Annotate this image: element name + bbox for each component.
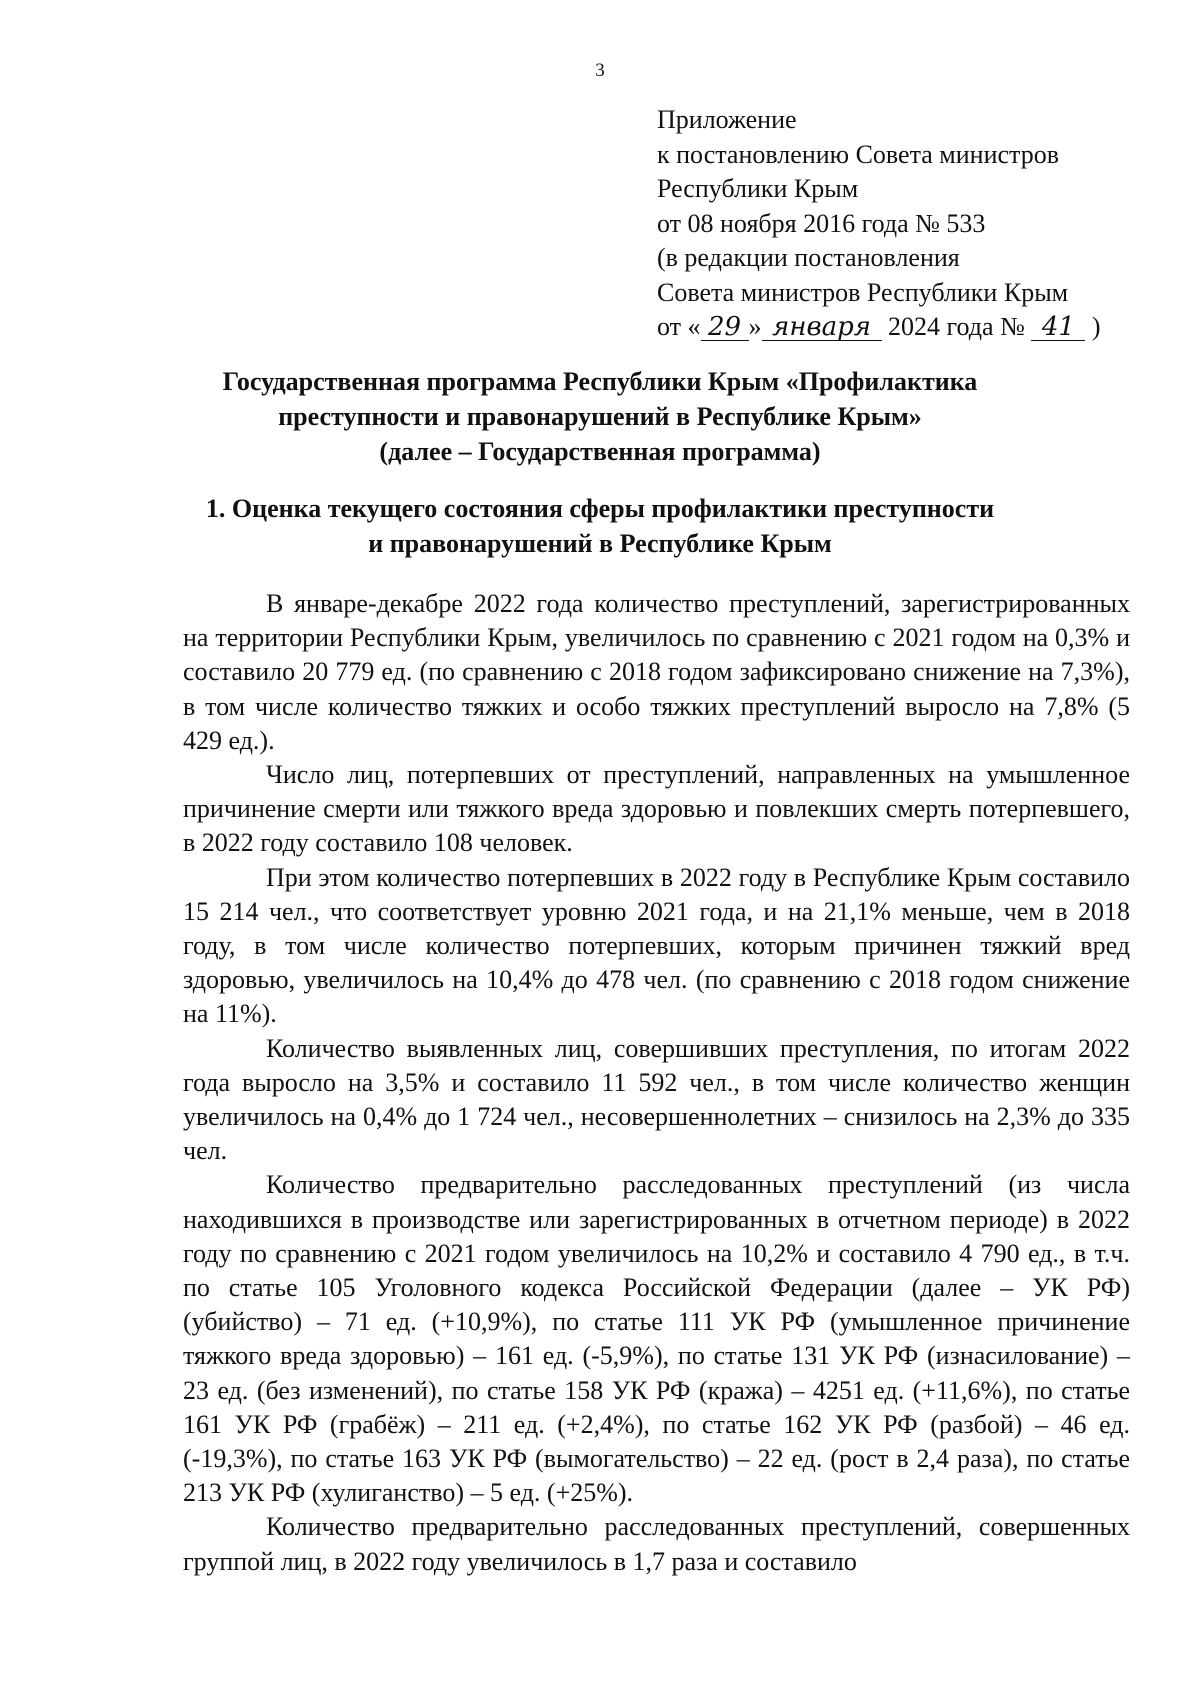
title-line: преступности и правонарушений в Республике Крым» <box>278 402 922 431</box>
appendix-line: Республики Крым <box>657 174 859 203</box>
paragraph: Количество предварительно расследованных преступлений, совершенных группой лиц, в 2022 году увеличилось в 1,7 раза и составило <box>183 1512 1130 1576</box>
section-heading <box>0 491 1200 561</box>
appendix-line: к постановлению Совета министров <box>657 139 1059 169</box>
paragraph: Количество предварительно расследованных преступлений (из числа находившихся в производстве или зарегистрированных в отчетном периоде) в 2022 году по сравнению с 2021 годом увеличилось на 10,2% и составило 4 790 ед., в т.ч. по статье 105 Уголовного кодекса Российской Федерации (далее – УК РФ) (убийство) – 71 ед. (+10,9%), по статье 111 УК РФ (умышленное причинение тяжкого вреда здоровью) – 161 ед. (-5,9%), по статье 131 УК РФ (изнасилование) – 23 ед. (без изменений), по статье 158 УК РФ (кража) – 4251 ед. (+11,6%), по статье 161 УК РФ (грабёж) – 211 ед. (+2,4%), по статье 162 УК РФ (разбой) – 46 ед. (-19,3%), по статье 163 УК РФ (вымогательство) – 22 ед. (рост в 2,4 раза), по статье 213 УК РФ (хулиганство) – 5 ед. (+25%). <box>183 1170 1130 1508</box>
section-heading-line: 1. Оценка текущего состояния сферы профилактики преступности <box>205 494 995 523</box>
date-mid: » <box>748 312 762 341</box>
paragraph: В январе-декабре 2022 года количество преступлений, зарегистрированных на территории Республики Крым, увеличилось по сравнению с 2021 годом на 0,3% и составило 20 779 ед. (по сравнению с 2018 годом зафиксировано снижение на 7,3%), в том числе количество тяжких и особо тяжких преступлений выросло на 7,8% (5 429 ед.). <box>183 589 1130 755</box>
title-line: (далее – Государственная программа) <box>379 437 821 466</box>
page-number: 3 <box>595 60 605 81</box>
title-line: Государственная программа Республики Крым «Профилактика <box>222 367 978 396</box>
body-text <box>183 587 1130 1579</box>
handwritten-month: января <box>762 314 882 341</box>
paragraph: При этом количество потерпевших в 2022 году в Республике Крым составило 15 214 чел., что соответствует уровню 2021 года, и на 21,1% меньше, чем в 2018 году, в том числе количество потерпевших, которым причинен тяжкий вред здоровью, увеличилось на 10,4% до 478 чел. (по сравнению с 2018 годом снижение на 11%). <box>183 862 1130 1029</box>
appendix-line: от 08 ноября 2016 года № 533 <box>657 208 986 238</box>
handwritten-day: 29 <box>701 314 749 341</box>
appendix-line: Совета министров Республики Крым <box>657 277 1069 307</box>
appendix-header <box>657 103 1177 345</box>
paragraph: Количество выявленных лиц, совершивших преступления, по итогам 2022 года выросло на 3,5% и составило 11 592 чел., в том числе количество женщин увеличилось на 0,4% до 1 724 чел., несовершеннолетних – снизилось на 2,3% до 335 чел. <box>183 1033 1130 1166</box>
program-title <box>0 364 1200 469</box>
section-heading-line: и правонарушений в Республике Крым <box>368 529 832 558</box>
appendix-title: Приложение <box>657 105 797 134</box>
date-prefix: от « <box>657 312 701 341</box>
date-year-text: 2024 года № <box>881 312 1032 341</box>
appendix-line: (в редакции постановления <box>657 243 960 272</box>
handwritten-number: 41 <box>1031 314 1085 341</box>
appendix-date-line <box>657 310 1177 345</box>
paragraph: Число лиц, потерпевших от преступлений, направленных на умышленное причинение смерти или тяжкого вреда здоровью и повлекших смерть потерпевшего, в 2022 году составило 108 человек. <box>183 760 1130 858</box>
date-suffix: ) <box>1085 312 1101 341</box>
